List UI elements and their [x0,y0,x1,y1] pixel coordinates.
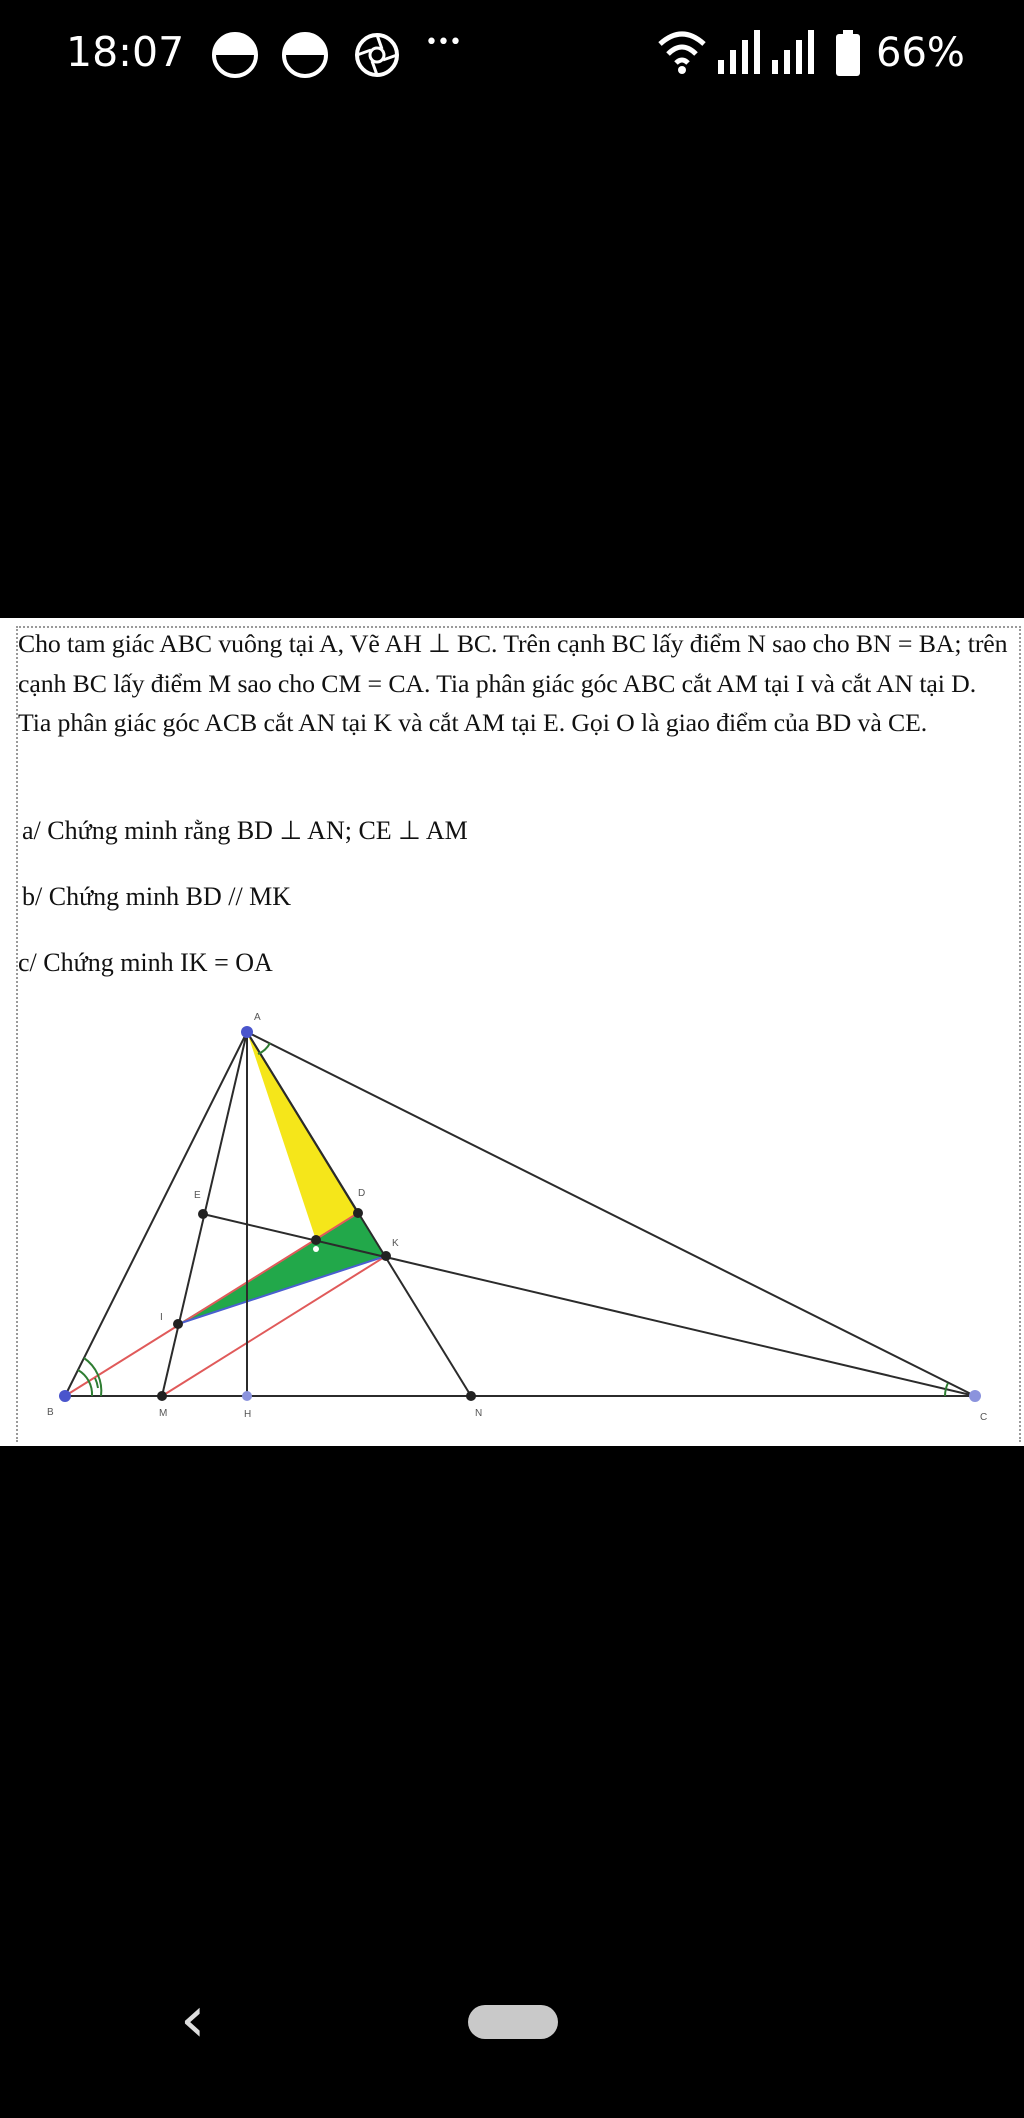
angle-mark-b-bisector [95,1378,98,1388]
battery-percentage: 66% [876,30,965,76]
label-h: H [244,1409,252,1420]
half-circle-icon [280,30,330,80]
label-m: M [159,1408,168,1419]
home-pill-button[interactable] [468,2005,558,2039]
label-a: A [254,1012,261,1023]
label-n: N [475,1408,483,1419]
more-notifications-icon: ••• [425,30,461,55]
signal-icon [770,30,820,76]
point-a [241,1026,253,1038]
battery-icon [834,30,862,78]
point-i [173,1319,183,1329]
navigation-bar [0,1980,1024,2100]
status-time: 18:07 [66,28,185,76]
label-b: B [47,1407,54,1418]
label-c: C [980,1412,988,1423]
task-c: c/ Chứng minh IK = OA [18,948,273,977]
point-o [311,1235,321,1245]
yellow-triangle [247,1032,358,1240]
status-bar [0,0,1024,110]
task-b: b/ Chứng minh BD // MK [22,882,292,911]
point-m [157,1391,167,1401]
label-e: E [194,1190,201,1201]
side-ab [65,1032,247,1396]
point-b [59,1390,71,1402]
point-c [969,1390,981,1402]
aperture-icon [352,30,402,80]
point-d [353,1208,363,1218]
back-button[interactable]: ‹ [180,1983,206,2057]
point-n [466,1391,476,1401]
point-h [242,1391,252,1401]
document-image [0,618,1024,1446]
half-circle-icon [210,30,260,80]
geometry-figure [0,618,1024,1446]
signal-icon [716,30,766,76]
point-o-highlight [313,1246,319,1252]
label-k: K [392,1238,399,1249]
label-d: D [358,1188,366,1199]
label-i: I [160,1312,163,1323]
point-e [198,1209,208,1219]
task-a: a/ Chứng minh rằng BD ⊥ AN; CE ⊥ AM [22,816,468,845]
problem-paragraph: Cho tam giác ABC vuông tại A, Vẽ AH ⊥ BC. Trên cạnh BC lấy điểm N sao cho BN = BA; trên cạnh BC lấy điểm M sao cho CM = CA. Tia phân giác góc ABC cắt AM tại I và cắt AN tại D. Tia phân giác góc ACB cắt AN tại K và cắt AM tại E. Gọi O là giao điểm của BD và CE. [18,629,1008,737]
green-triangle [178,1213,386,1324]
angle-mark-a [258,1043,270,1054]
point-k [381,1251,391,1261]
wifi-icon [656,28,708,76]
